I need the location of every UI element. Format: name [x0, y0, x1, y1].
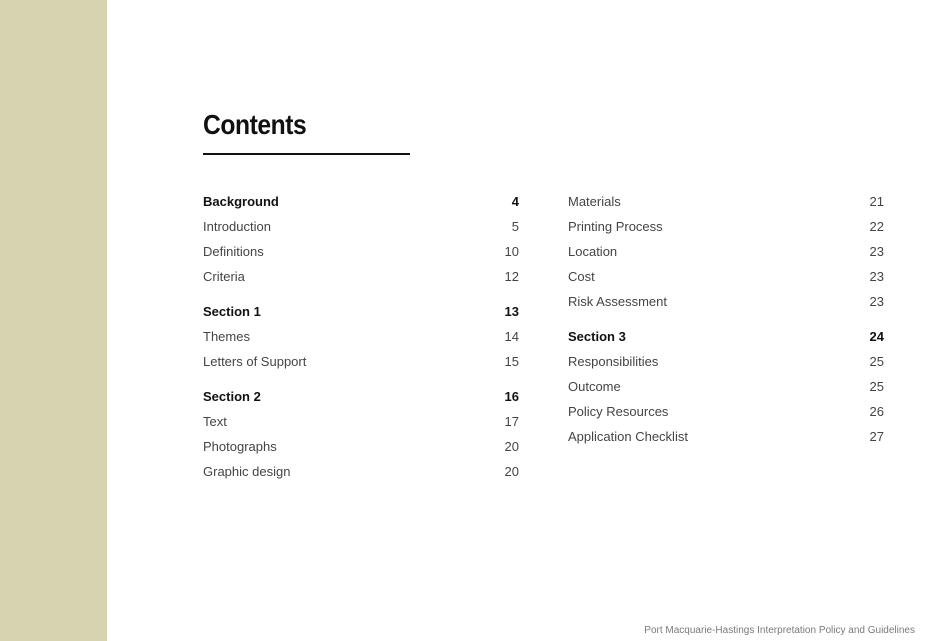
toc-page-number: 16	[504, 389, 519, 404]
toc-group	[568, 324, 884, 449]
toc-entry-label: Outcome	[568, 379, 621, 394]
toc-column-right	[568, 189, 884, 459]
toc-group	[568, 189, 884, 314]
toc-entry-label: Section 1	[203, 304, 261, 319]
toc-page-number: 23	[869, 269, 884, 284]
toc-entry[interactable]	[568, 374, 884, 399]
toc-page-number: 25	[869, 354, 884, 369]
toc-section-heading[interactable]	[568, 324, 884, 349]
toc-entry-label: Responsibilities	[568, 354, 659, 369]
page-title: Contents	[203, 109, 307, 140]
toc-entry-label: Policy Resources	[568, 404, 669, 419]
toc-entry[interactable]	[203, 349, 519, 374]
toc-entry[interactable]	[203, 239, 519, 264]
toc-entry[interactable]	[568, 189, 884, 214]
toc-entry-label: Text	[203, 414, 227, 429]
toc-entry[interactable]	[203, 459, 519, 484]
toc-page-number: 24	[869, 329, 884, 344]
toc-entry[interactable]	[203, 264, 519, 289]
toc-page-number: 23	[869, 244, 884, 259]
toc-page-number: 26	[869, 404, 884, 419]
toc-page-number: 4	[511, 194, 519, 209]
toc-page-number: 21	[869, 194, 884, 209]
toc-entry-label: Section 2	[203, 389, 261, 404]
footer-document-title: Port Macquarie-Hastings Interpretation Policy and Guidelines	[644, 625, 915, 636]
toc-entry-label: Application Checklist	[568, 429, 688, 444]
toc-page-number: 10	[504, 244, 519, 259]
side-color-band	[0, 0, 107, 641]
toc-entry[interactable]	[568, 239, 884, 264]
toc-entry-label: Section 3	[568, 329, 626, 344]
toc-entry[interactable]	[203, 324, 519, 349]
toc-entry-label: Photographs	[203, 439, 277, 454]
toc-entry-label: Definitions	[203, 244, 264, 259]
toc-page-number: 15	[504, 354, 519, 369]
toc-entry-label: Introduction	[203, 219, 271, 234]
toc-entry[interactable]	[568, 399, 884, 424]
toc-entry[interactable]	[203, 434, 519, 459]
toc-page-number: 27	[869, 429, 884, 444]
toc-entry[interactable]	[568, 289, 884, 314]
toc-section-heading[interactable]	[203, 384, 519, 409]
toc-entry-label: Cost	[568, 269, 595, 284]
toc-entry-label: Letters of Support	[203, 354, 307, 369]
toc-group	[203, 189, 519, 289]
toc-page-number: 25	[869, 379, 884, 394]
toc-page-number: 23	[869, 294, 884, 309]
toc-entry[interactable]	[203, 214, 519, 239]
toc-page-number: 22	[869, 219, 884, 234]
toc-page-number: 14	[504, 329, 519, 344]
toc-entry[interactable]	[568, 214, 884, 239]
title-underline	[203, 153, 410, 155]
toc-entry-label: Background	[203, 194, 279, 209]
toc-group	[203, 384, 519, 484]
toc-page-number: 5	[511, 219, 519, 234]
toc-group	[203, 299, 519, 374]
toc-section-heading[interactable]	[203, 299, 519, 324]
toc-entry[interactable]	[568, 424, 884, 449]
toc-entry-label: Themes	[203, 329, 250, 344]
toc-entry[interactable]	[568, 349, 884, 374]
toc-page-number: 13	[504, 304, 519, 319]
toc-page-number: 20	[504, 464, 519, 479]
toc-entry-label: Printing Process	[568, 219, 663, 234]
toc-section-heading[interactable]	[203, 189, 519, 214]
toc-entry[interactable]	[568, 264, 884, 289]
toc-entry-label: Graphic design	[203, 464, 291, 479]
toc-entry-label: Risk Assessment	[568, 294, 667, 309]
toc-column-left	[203, 189, 519, 494]
toc-entry[interactable]	[203, 409, 519, 434]
toc-page-number: 17	[504, 414, 519, 429]
toc-page-number: 12	[504, 269, 519, 284]
toc-entry-label: Materials	[568, 194, 621, 209]
toc-entry-label: Location	[568, 244, 618, 259]
toc-entry-label: Criteria	[203, 269, 245, 284]
toc-page-number: 20	[504, 439, 519, 454]
